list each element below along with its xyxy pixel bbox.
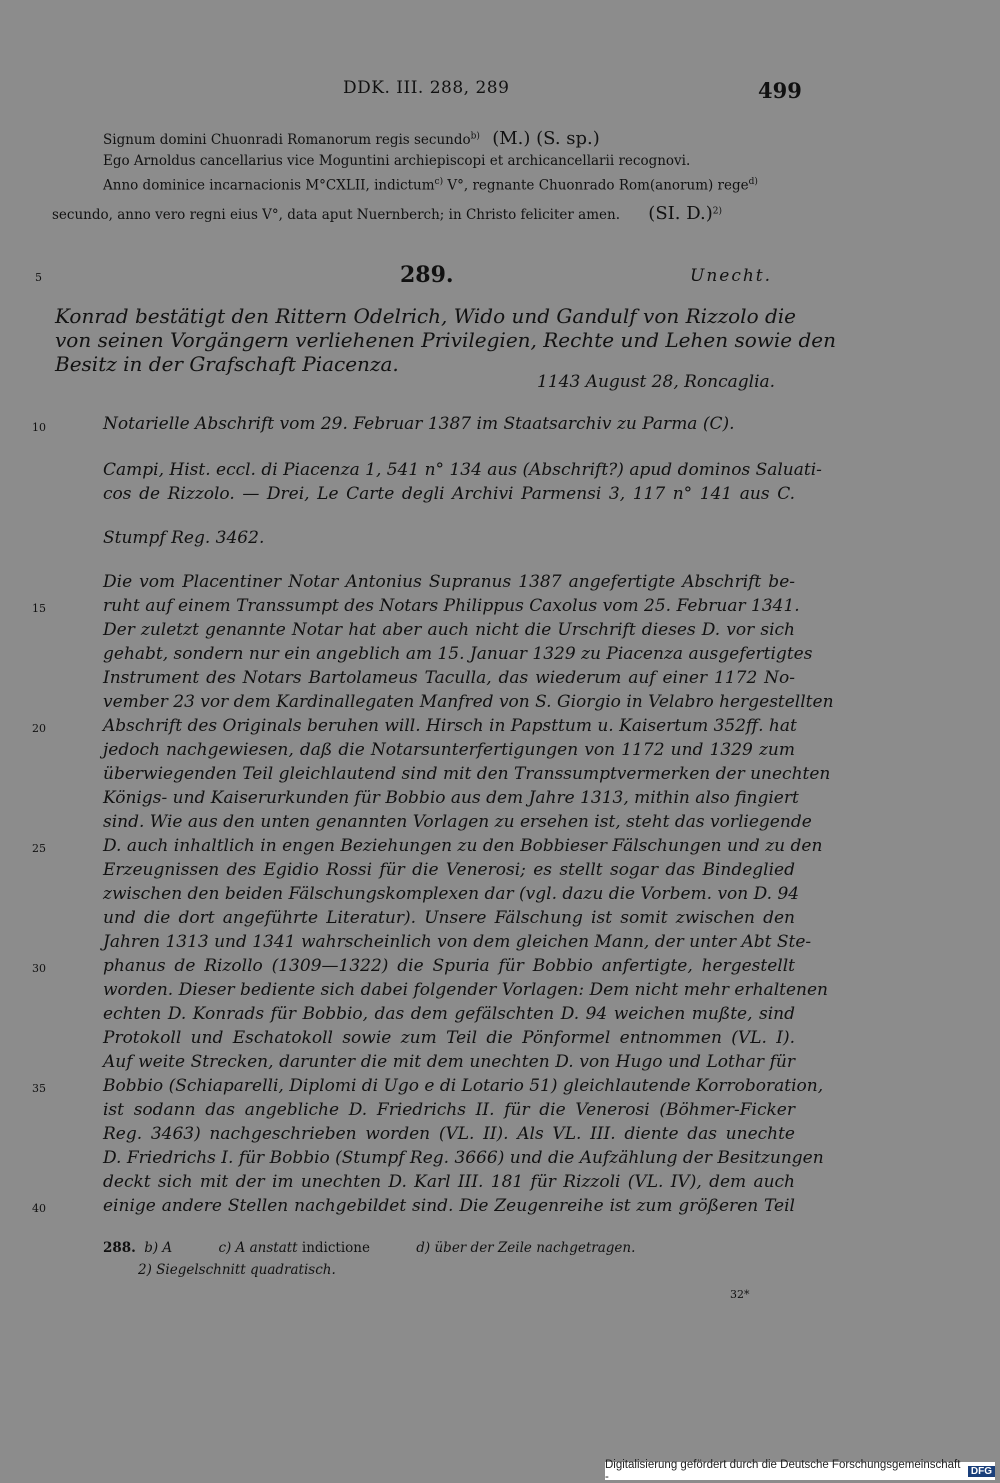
footnote-doc-ref: 288. — [103, 1240, 136, 1256]
funding-footer — [605, 1459, 995, 1483]
remark-line: zwischen den beiden Fälschungskomplexen dar (vgl. dazu die Vorbem. von D. 94 — [103, 884, 800, 904]
prints-line: cos de Rizzolo. — Drei, Le Carte degli Archivi Parmensi 3, 117 n° 141 aus C. — [103, 484, 795, 504]
remark-line: Jahren 1313 und 1341 wahrscheinlich von dem gleichen Mann, der unter Abt Ste- — [103, 932, 812, 952]
footnote-d: d) über der Zeile nachgetragen. — [416, 1240, 636, 1256]
remark-line: D. auch inhaltlich in engen Beziehungen zu den Bobbieser Fälschungen und zu den — [103, 836, 823, 856]
remark-line: und die dort angeführte Literatur). Unsere Fälschung ist somit zwischen den — [103, 908, 795, 928]
doc288-signum-line — [103, 128, 600, 149]
remark-line: gehabt, sondern nur ein angeblich am 15. Januar 1329 zu Piacenza ausgefertigtes — [103, 644, 813, 664]
doc288-recognition-line: Ego Arnoldus cancellarius vice Moguntini archiepiscopi et archicancellarii recognovi. — [103, 153, 691, 169]
margin-line-number: 35 — [32, 1082, 46, 1095]
preliminary-remark — [103, 570, 834, 1218]
document-status: Unecht. — [690, 266, 773, 286]
footnote-ref-2: 2) — [712, 206, 722, 217]
footnote-line-2: 2) Siegelschnitt quadratisch. — [138, 1262, 336, 1278]
remark-line: phanus de Rizollo (1309—1322) die Spuria für Bobbio anfertigte, hergestellt — [103, 956, 795, 976]
remark-line: Abschrift des Originals beruhen will. Hirsch in Papsttum u. Kaisertum 352ff. hat — [103, 716, 797, 736]
regest-line: von seinen Vorgängern verliehenen Privilegien, Rechte und Lehen sowie den — [55, 328, 836, 352]
monogram-marks: (M.) (S. sp.) — [492, 128, 600, 149]
footnote-c-b: indictione — [301, 1240, 370, 1256]
remark-line: Die vom Placentiner Notar Antonius Supranus 1387 angefertigte Abschrift be- — [103, 572, 795, 592]
dating-text-c: secundo, anno vero regni eius V°, data aput Nuernberch; in Christo feliciter amen. — [52, 207, 620, 223]
margin-line-number: 10 — [32, 421, 46, 434]
margin-line-number: 25 — [32, 842, 46, 855]
remark-line: Erzeugnissen des Egidio Rossi für die Venerosi; es stellt sogar das Bindeglied — [103, 860, 795, 880]
funding-text: Digitalisierung gefördert durch die Deutsche Forschungsgemeinschaft - — [605, 1459, 961, 1483]
remark-line: einige andere Stellen nachgebildet sind. Die Zeugenreihe ist zum größeren Teil — [103, 1196, 795, 1216]
remark-line: worden. Dieser bediente sich dabei folgender Vorlagen: Dem nicht mehr erhaltenen — [103, 980, 828, 1000]
remark-line: sind. Wie aus den unten genannten Vorlagen zu ersehen ist, steht das vorliegende — [103, 812, 812, 832]
running-header: DDK. III. 288, 289 — [343, 78, 510, 98]
footnote-c-a: c) A anstatt — [218, 1240, 298, 1256]
margin-line-number: 30 — [32, 962, 46, 975]
margin-line-number: 15 — [32, 602, 46, 615]
regest-line: Besitz in der Grafschaft Piacenza. — [55, 352, 399, 376]
remark-line: ist sodann das angebliche D. Friedrichs II. für die Venerosi (Böhmer-Ficker — [103, 1100, 795, 1120]
remark-line: Protokoll und Eschatokoll sowie zum Teil die Pönformel entnommen (VL. I). — [103, 1028, 795, 1048]
footnote-b: b) A — [144, 1240, 173, 1256]
remark-line: deckt sich mit der im unechten D. Karl III. 181 für Rizzoli (VL. IV), dem auch — [103, 1172, 795, 1192]
dating-text-b: V°, regnante Chuonrado Rom(anorum) rege — [443, 177, 749, 194]
dating-text-a: Anno dominice incarnacionis M°CXLII, indictum — [103, 177, 435, 194]
remark-line: Instrument des Notars Bartolameus Taculla, das wiederum auf einer 1172 No- — [103, 668, 795, 688]
regest-line: Konrad bestätigt den Rittern Odelrich, Wido und Gandulf von Rizzolo die — [55, 304, 797, 328]
remark-line: ruht auf einem Transsumpt des Notars Philippus Caxolus vom 25. Februar 1341. — [103, 596, 800, 616]
prints-note — [103, 458, 822, 506]
remark-line: Der zuletzt genannte Notar hat aber auch nicht die Urschrift dieses D. vor sich — [103, 620, 795, 640]
remark-line: vember 23 vor dem Kardinallegaten Manfred von S. Giorgio in Velabro hergestellten — [103, 692, 834, 712]
remark-line: Auf weite Strecken, darunter die mit dem unechten D. von Hugo und Lothar für — [103, 1052, 795, 1072]
remark-line: echten D. Konrads für Bobbio, das dem gefälschten D. 94 weichen mußte, sind — [103, 1004, 795, 1024]
page-number: 499 — [758, 78, 802, 103]
tradition-note: Notarielle Abschrift vom 29. Februar 1387 im Staatsarchiv zu Parma (C). — [103, 414, 735, 434]
document-number: 289. — [400, 262, 454, 288]
remark-line: Bobbio (Schiaparelli, Diplomi di Ugo e di Lotario 51) gleichlautende Korroboration, — [103, 1076, 824, 1096]
margin-line-number: 20 — [32, 722, 46, 735]
footnote-line-1 — [103, 1240, 635, 1256]
regest — [55, 304, 836, 376]
remark-line: D. Friedrichs I. für Bobbio (Stumpf Reg. 3666) und die Aufzählung der Besitzungen — [103, 1148, 824, 1168]
seal-mark: (SI. D.) — [648, 203, 713, 224]
doc288-dating-line — [103, 177, 758, 194]
dfg-logo: DFG — [968, 1466, 995, 1477]
signum-text: Signum domini Chuonradi Romanorum regis secundo — [103, 132, 471, 148]
signature-mark: 32* — [730, 1288, 750, 1301]
footnote-ref-c: c) — [434, 177, 444, 187]
margin-line-number: 40 — [32, 1202, 46, 1215]
remark-line: Königs- und Kaiserurkunden für Bobbio aus dem Jahre 1313, mithin also fingiert — [103, 788, 799, 808]
regesta-note: Stumpf Reg. 3462. — [103, 528, 265, 548]
doc288-dating-line-2 — [52, 203, 722, 224]
date-place: 1143 August 28, Roncaglia. — [537, 372, 776, 392]
remark-line: jedoch nachgewiesen, daß die Notarsunterfertigungen von 1172 und 1329 zum — [103, 740, 795, 760]
prints-line: Campi, Hist. eccl. di Piacenza 1, 541 n° 134 aus (Abschrift?) apud dominos Saluati- — [103, 460, 822, 480]
footnote-ref-b: b) — [470, 131, 480, 142]
footnote-ref-d: d) — [748, 177, 758, 187]
margin-line-number: 5 — [35, 271, 42, 284]
remark-line: überwiegenden Teil gleichlautend sind mit den Transsumptvermerken der unechten — [103, 764, 831, 784]
remark-line: Reg. 3463) nachgeschrieben worden (VL. II). Als VL. III. diente das unechte — [103, 1124, 795, 1144]
